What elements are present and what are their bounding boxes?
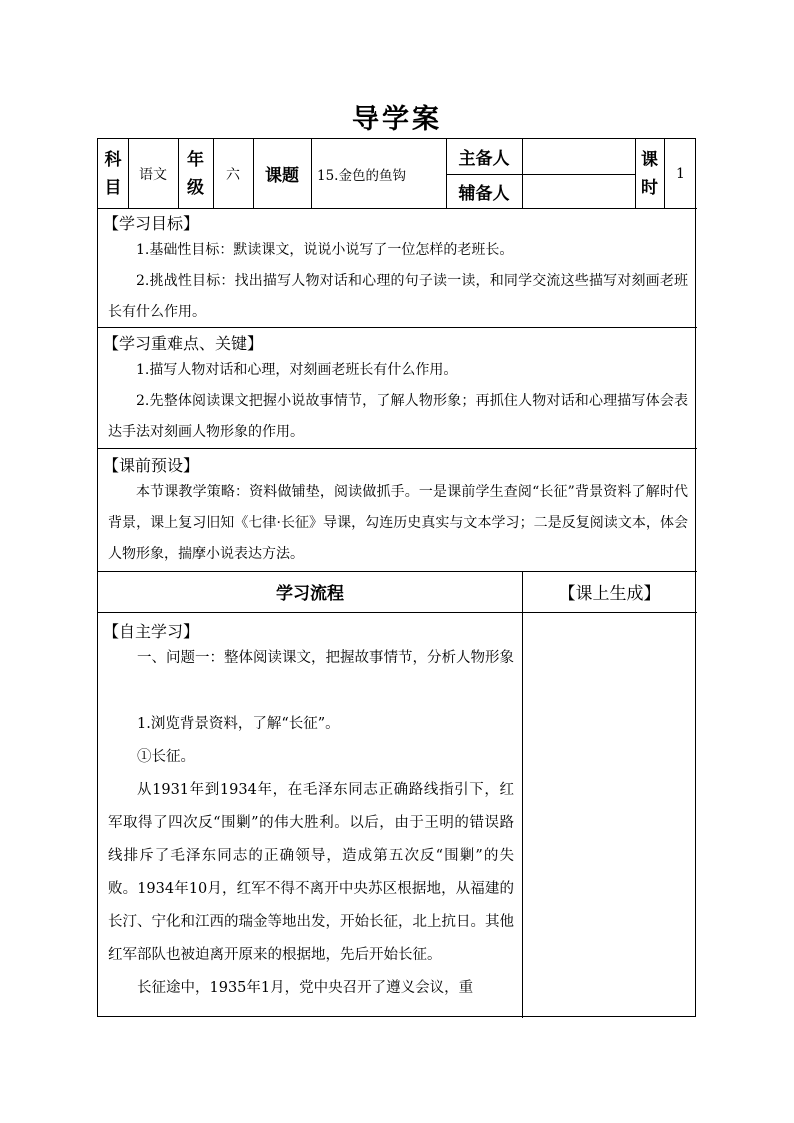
main-preparer-label: 主备人 <box>458 149 510 169</box>
grade-label <box>178 139 213 208</box>
period-label-bottom: 时 <box>641 177 658 198</box>
grade-value: 六 <box>226 166 240 183</box>
subject-label-top: 科 <box>104 149 122 170</box>
in-class-notes-area[interactable] <box>523 613 696 1017</box>
goals-heading: 【学习目标】 <box>103 214 200 233</box>
in-class-heading: 【课上生成】 <box>558 584 661 604</box>
lesson-plan-table <box>97 138 696 1017</box>
preset-text: 本节课教学策略：资料做铺垫，阅读做抓手。一是课前学生查阅“长征”背景资料了解时代背景，课上复习旧知《七律·长征》导课，勾连历史真实与文本学习；二是反复阅读文本，体会人物形象，揣摩小说表达方法。 <box>108 484 688 562</box>
subject-label-bottom: 目 <box>104 177 122 198</box>
background-paragraph: 长征途中，1935年1月，党中央召开了遵义会议，重 <box>137 980 474 996</box>
period-label-top: 课 <box>641 149 658 170</box>
subject-label <box>98 139 128 208</box>
flow-heading: 学习流程 <box>276 584 344 604</box>
period-label <box>635 139 664 208</box>
goal-item: 2.挑战性目标：找出描写人物对话和心理的句子读一读，和同学交流这些描写对刻画老班长有什么作用。 <box>108 273 688 320</box>
section-divider <box>98 208 697 209</box>
topic-value: 15.金色的鱼钩 <box>317 167 406 184</box>
keypoint-item: 1.描写人物对话和心理，对刻画老班长有什么作用。 <box>136 362 458 378</box>
grade-label-bottom: 级 <box>187 177 204 198</box>
period-value: 1 <box>676 165 685 182</box>
step-one: 1.浏览背景资料，了解“长征”。 <box>137 716 340 732</box>
topic-label: 课题 <box>265 166 299 186</box>
item-one: ①长征。 <box>137 749 195 765</box>
preset-heading: 【课前预设】 <box>103 456 200 475</box>
assistant-preparer-field[interactable] <box>522 174 635 208</box>
self-study-heading: 【自主学习】 <box>103 622 200 641</box>
main-preparer-field[interactable] <box>522 139 635 174</box>
background-paragraph: 从1931年到1934年，在毛泽东同志正确路线指引下，红军取得了四次反“围剿”的伟大胜利。以后，由于王明的错误路线排斥了毛泽东同志的正确领导，造成第五次反“围剿”的失败。1934年10月，红军不得不离开中央苏区根据地，从福建的长汀、宁化和江西的瑞金等地出发，开始长征，北上抗日。其他红军部队也被迫离开原来的根据地，先后开始长征。 <box>108 782 514 963</box>
section-divider <box>98 448 697 449</box>
assistant-preparer-label: 辅备人 <box>458 183 510 204</box>
keypoint-item: 2.先整体阅读课文把握小说故事情节，了解人物形象；再抓住人物对话和心理描写体会表达手法对刻画人物形象的作用。 <box>108 393 688 440</box>
keypoints-heading: 【学习重难点、关键】 <box>103 334 264 353</box>
page-title: 导学案 <box>352 104 442 135</box>
subject-value: 语文 <box>139 166 167 183</box>
question-one: 一、问题一：整体阅读课文，把握故事情节，分析人物形象 <box>137 650 514 666</box>
grade-label-top: 年 <box>187 149 204 170</box>
goal-item: 1.基础性目标：默读课文，说说小说写了一位怎样的老班长。 <box>136 242 514 258</box>
